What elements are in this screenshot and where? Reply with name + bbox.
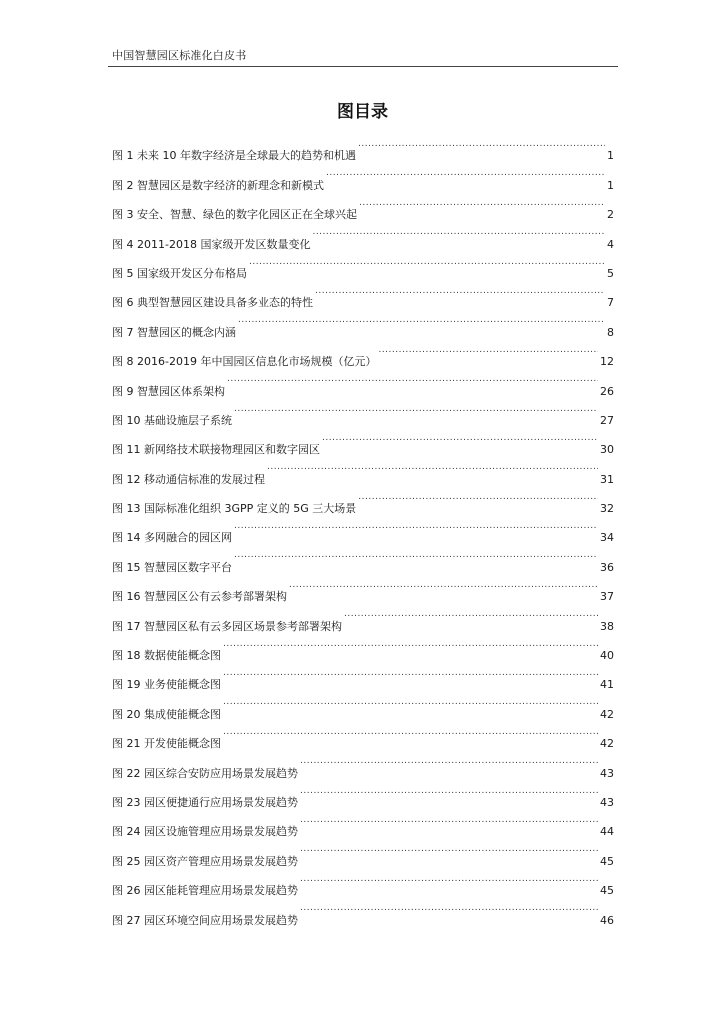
- toc-entry-label: 图 15 智慧园区数字平台: [112, 560, 232, 574]
- toc-entry-page-number: 32: [600, 502, 614, 516]
- toc-entry-page-number: 5: [607, 266, 614, 280]
- toc-entry-label: 图 26 园区能耗管理应用场景发展趋势: [112, 884, 298, 898]
- toc-entry-label: 图 4 2011-2018 国家级开发区数量变化: [112, 237, 311, 251]
- toc-entry-page-number: 36: [600, 560, 614, 574]
- dot-leader: [234, 541, 598, 570]
- dot-leader: [326, 159, 605, 188]
- dot-leader: [238, 306, 605, 335]
- toc-entry-label: 图 12 移动通信标准的发展过程: [112, 472, 265, 486]
- toc-entry-page-number: 40: [600, 649, 614, 663]
- toc-entry-page-number: 26: [600, 384, 614, 398]
- toc-entry-label: 图 22 园区综合安防应用场景发展趋势: [112, 766, 298, 780]
- dot-leader: [249, 248, 605, 277]
- toc-entry-label: 图 2 智慧园区是数字经济的新理念和新模式: [112, 178, 324, 192]
- toc-entry-page-number: 42: [600, 707, 614, 721]
- toc-entry-page-number: 1: [607, 149, 614, 163]
- dot-leader: [227, 365, 598, 394]
- header-divider: [108, 66, 618, 67]
- dot-leader: [300, 835, 598, 864]
- toc-entry-label: 图 17 智慧园区私有云多园区场景参考部署架构: [112, 619, 342, 633]
- toc-entry-page-number: 42: [600, 737, 614, 751]
- toc-entry-page-number: 2: [607, 208, 614, 222]
- toc-entry-label: 图 21 开发使能概念图: [112, 737, 221, 751]
- dot-leader: [267, 453, 598, 482]
- dot-leader: [223, 630, 598, 659]
- toc-entry-page-number: 44: [600, 825, 614, 839]
- dot-leader: [300, 894, 598, 923]
- toc-entry-label: 图 10 基础设施层子系统: [112, 413, 232, 427]
- toc-entry-page-number: 37: [600, 590, 614, 604]
- toc-entry-page-number: 30: [600, 443, 614, 457]
- toc-entry-page-number: 43: [600, 766, 614, 780]
- toc-entry-page-number: 31: [600, 472, 614, 486]
- toc-entry-page-number: 12: [600, 355, 614, 369]
- toc-entry-label: 图 7 智慧园区的概念内涵: [112, 325, 236, 339]
- toc-entry-page-number: 43: [600, 795, 614, 809]
- toc-entry-label: 图 14 多网融合的园区网: [112, 531, 232, 545]
- toc-entry-label: 图 20 集成使能概念图: [112, 707, 221, 721]
- toc-entry-label: 图 13 国际标准化组织 3GPP 定义的 5G 三大场景: [112, 502, 357, 516]
- dot-leader: [378, 336, 598, 365]
- dot-leader: [358, 483, 598, 512]
- toc-entry-page-number: 27: [600, 413, 614, 427]
- dot-leader: [289, 571, 598, 600]
- toc-entry-page-number: 8: [607, 325, 614, 339]
- dot-leader: [359, 189, 605, 218]
- dot-leader: [315, 277, 605, 306]
- toc-entry-label: 图 3 安全、智慧、绿色的数字化园区正在全球兴起: [112, 208, 357, 222]
- toc-entry-label: 图 19 业务使能概念图: [112, 678, 221, 692]
- toc-entry-label: 图 24 园区设施管理应用场景发展趋势: [112, 825, 298, 839]
- toc-entry-page-number: 1: [607, 178, 614, 192]
- page-title: 图目录: [337, 102, 388, 122]
- dot-leader: [344, 600, 598, 629]
- toc-entry-page-number: 34: [600, 531, 614, 545]
- toc-entry-label: 图 16 智慧园区公有云参考部署架构: [112, 590, 287, 604]
- dot-leader: [300, 865, 598, 894]
- toc-entry-page-number: 45: [600, 884, 614, 898]
- toc-entry-label: 图 9 智慧园区体系架构: [112, 384, 225, 398]
- toc-entry-page-number: 4: [607, 237, 614, 251]
- toc-entry-label: 图 1 未来 10 年数字经济是全球最大的趋势和机遇: [112, 149, 356, 163]
- toc-entry-label: 图 11 新网络技术联接物理园区和数字园区: [112, 443, 320, 457]
- dot-leader: [223, 659, 598, 688]
- dot-leader: [234, 512, 598, 541]
- toc-entry-page-number: 7: [607, 296, 614, 310]
- dot-leader: [312, 218, 605, 247]
- toc-entry-label: 图 23 园区便捷通行应用场景发展趋势: [112, 795, 298, 809]
- dot-leader: [300, 806, 598, 835]
- toc-entry-label: 图 27 园区环境空间应用场景发展趋势: [112, 913, 298, 927]
- toc-entry-label: 图 25 园区资产管理应用场景发展趋势: [112, 854, 298, 868]
- toc-entry-page-number: 38: [600, 619, 614, 633]
- toc-entry[interactable]: [112, 130, 614, 163]
- dot-leader: [300, 777, 598, 806]
- toc-entry-page-number: 41: [600, 678, 614, 692]
- toc-entry-page-number: 45: [600, 854, 614, 868]
- dot-leader: [358, 130, 605, 159]
- dot-leader: [234, 395, 598, 424]
- figure-list: [112, 130, 614, 927]
- running-header: 中国智慧园区标准化白皮书: [112, 49, 247, 62]
- dot-leader: [300, 747, 598, 776]
- toc-entry-page-number: 46: [600, 913, 614, 927]
- dot-leader: [223, 688, 598, 717]
- toc-entry-label: 图 8 2016-2019 年中国园区信息化市场规模（亿元）: [112, 355, 377, 369]
- toc-entry-label: 图 5 国家级开发区分布格局: [112, 266, 247, 280]
- toc-entry-label: 图 18 数据使能概念图: [112, 649, 221, 663]
- dot-leader: [322, 424, 598, 453]
- dot-leader: [223, 718, 598, 747]
- toc-entry-label: 图 6 典型智慧园区建设具备多业态的特性: [112, 296, 313, 310]
